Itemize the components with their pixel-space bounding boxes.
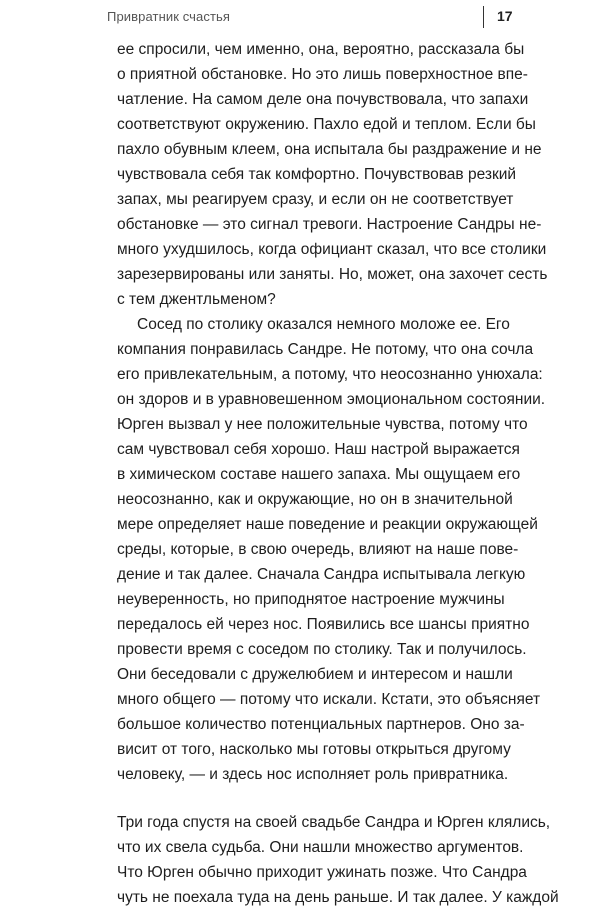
- body-text: [117, 37, 559, 910]
- text-line: неосознанно, как и окружающие, но он в значительной: [117, 491, 513, 508]
- text-line: чувствовала себя так комфортно. Почувствовав резкий: [117, 166, 517, 183]
- text-line: с тем джентльменом?: [117, 291, 276, 308]
- paragraph: [117, 37, 548, 312]
- text-line: Сосед по столику оказался немного моложе ее. Его: [137, 316, 510, 333]
- text-line: человеку, — и здесь нос исполняет роль привратника.: [117, 766, 509, 783]
- text-line: запах, мы реагируем сразу, и если он не соответствует: [117, 191, 514, 208]
- text-line: чатление. На самом деле она почувствовала, что запахи: [117, 91, 529, 108]
- text-line: много общего — потому что искали. Кстати, это объясняет: [117, 691, 541, 708]
- text-line: он здоров и в уравновешенном эмоциональном состоянии.: [117, 391, 546, 408]
- text-line: в химическом составе нашего запаха. Мы ощущаем его: [117, 466, 521, 483]
- text-line: что их свела судьба. Они нашли множество аргументов.: [117, 839, 524, 856]
- text-line: зарезервированы или заняты. Но, может, она захочет сесть: [117, 266, 548, 283]
- text-line: его привлекательным, а потому, что неосознанно унюхала:: [117, 366, 543, 383]
- paragraph-gap: [117, 787, 489, 810]
- text-line: пахло обувным клеем, она испытала бы раздражение и не: [117, 141, 542, 158]
- text-line: ее спросили, чем именно, она, вероятно, рассказала бы: [117, 41, 525, 58]
- page-number: 17: [497, 8, 513, 24]
- text-line: мере определяет наше поведение и реакции окружающей: [117, 516, 538, 533]
- text-line: провести время с соседом по столику. Так и получилось.: [117, 641, 527, 658]
- text-line: о приятной обстановке. Но это лишь поверхностное впе-: [117, 66, 528, 83]
- running-title: Привратник счастья: [107, 9, 231, 24]
- text-line: Три года спустя на своей свадьбе Сандра и Юрген клялись,: [117, 814, 551, 831]
- text-line: сам чувствовал себя хорошо. Наш настрой выражается: [117, 441, 520, 458]
- text-line: Они беседовали с дружелюбием и интересом и нашли: [117, 666, 513, 683]
- paragraph: [117, 810, 559, 910]
- text-line: много ухудшилось, когда официант сказал, что все столики: [117, 241, 547, 258]
- text-line: висит от того, насколько мы готовы открыться другому: [117, 741, 511, 758]
- text-line: большое количество потенциальных партнеров. Оно за-: [117, 716, 525, 733]
- text-line: компания понравилась Сандре. Не потому, что она сочла: [117, 341, 534, 358]
- text-line: передалось ей через нос. Появились все шансы приятно: [117, 616, 530, 633]
- text-line: чуть не поехала туда на день раньше. И так далее. У каждой: [117, 889, 559, 906]
- text-line: соответствуют окружению. Пахло едой и теплом. Если бы: [117, 116, 536, 133]
- text-line: среды, которые, в свою очередь, влияют на наше пове-: [117, 541, 519, 558]
- text-line: Что Юрген обычно приходит ужинать позже. Что Сандра: [117, 864, 527, 881]
- text-line: дение и так далее. Сначала Сандра испытывала легкую: [117, 566, 526, 583]
- header-divider: [483, 6, 484, 28]
- paragraph: [117, 312, 546, 787]
- text-line: Юрген вызвал у нее положительные чувства, потому что: [117, 416, 528, 433]
- page-header: [0, 0, 600, 40]
- text-line: неуверенность, но приподнятое настроение мужчины: [117, 591, 505, 608]
- text-line: обстановке — это сигнал тревоги. Настроение Сандры не-: [117, 216, 542, 233]
